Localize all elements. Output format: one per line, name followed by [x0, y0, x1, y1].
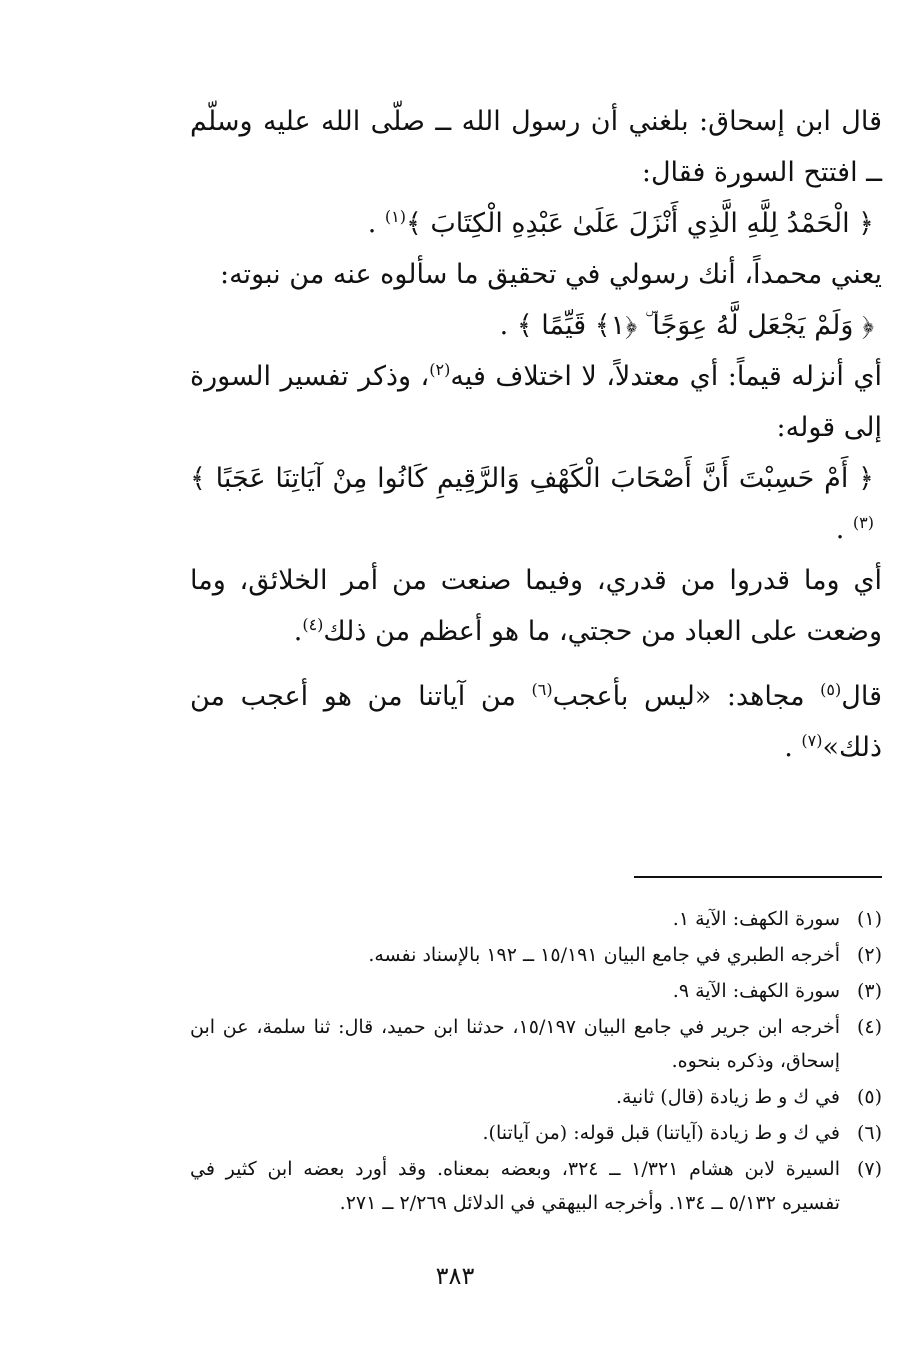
verse-text: ﴿ وَلَمْ يَجْعَل لَّهُ عِوَجًا ۜ ﴿١﴾ قَيِّمًا ﴾ — [516, 310, 874, 341]
footnote-ref-3[interactable]: (٣) — [852, 513, 874, 532]
footnote-text: سورة الكهف: الآية ١. — [672, 908, 840, 930]
footnote-ref-2[interactable]: (٢) — [429, 360, 451, 379]
footnote-number: (٣) — [856, 980, 882, 1002]
footnote-ref-7[interactable]: (٧) — [801, 731, 823, 750]
footnote-ref-1[interactable]: (١) — [384, 207, 406, 226]
footnote-item — [190, 902, 882, 936]
paragraph-meaning: يعني محمداً، أنك رسولي في تحقيق ما سألوه عنه من نبوته: — [219, 259, 882, 290]
footnote-item — [190, 1116, 882, 1150]
footnote-text: السيرة لابن هشام ١/٣٢١ ــ ٣٢٤، وبعضه بمعناه. وقد أورد بعضه ابن كثير في تفسيره ٥/١٣٢ ــ ١٣٤. وأخرجه البيهقي في الدلائل ٢/٢٦٩ ــ ٢٧١. — [190, 1158, 840, 1214]
footnote-number: (٦) — [856, 1122, 882, 1144]
quran-verse-1: ﴿ الْحَمْدُ لِلَّهِ الَّذِي أَنْزَلَ عَلَىٰ عَبْدِهِ الْكِتَابَ ﴾$^{(١)}$ . — [367, 207, 874, 239]
quran-verse-3: ﴿ أَمْ حَسِبْتَ أَنَّ أَصْحَابَ الْكَهْفِ وَالرَّقِيمِ كَانُوا مِنْ آيَاتِنَا عَجَبًا ﴾$^{(٣)}$ . — [190, 463, 874, 545]
footnote-item — [190, 1080, 882, 1114]
footnotes — [190, 902, 882, 1222]
page-number: ٣٨٣ — [435, 1262, 475, 1290]
footnote-ref-6[interactable]: (٦) — [531, 680, 553, 699]
footnote-number: (٤) — [856, 1016, 882, 1038]
footnote-number: (٢) — [856, 944, 882, 966]
footnote-item — [190, 1152, 882, 1220]
footnote-text: أخرجه الطبري في جامع البيان ١٥/١٩١ ــ ١٩٢ بالإسناد نفسه. — [368, 944, 840, 966]
paragraph-mujahid: قال$^{(٥)}$ مجاهد: «ليس بأعجب$^{(٦)}$ من آياتنا من هو أعجب من ذلك»$^{(٧)}$ . — [190, 680, 882, 763]
footnote-ref-5[interactable]: (٥) — [820, 680, 842, 699]
verse-text: ﴿ الْحَمْدُ لِلَّهِ الَّذِي أَنْزَلَ عَلَىٰ عَبْدِهِ الْكِتَابَ ﴾ — [405, 208, 874, 239]
footnote-item — [190, 938, 882, 972]
footnote-ref-4[interactable]: (٤) — [302, 615, 324, 634]
footnote-item — [190, 974, 882, 1008]
footnote-text: أخرجه ابن جرير في جامع البيان ١٥/١٩٧، حدثنا ابن حميد، قال: ثنا سلمة، عن ابن إسحاق، وذكره بنحوه. — [190, 1016, 841, 1072]
verse-text: ﴿ أَمْ حَسِبْتَ أَنَّ أَصْحَابَ الْكَهْفِ وَالرَّقِيمِ كَانُوا مِنْ آيَاتِنَا عَجَبًا ﴾ — [190, 463, 874, 494]
footnote-number: (٧) — [856, 1158, 882, 1180]
footnote-text: في ك و ط زيادة (آياتنا) قبل قوله: (من آياتنا). — [482, 1122, 840, 1144]
footnote-item — [190, 1010, 882, 1078]
footnote-number: (٥) — [856, 1086, 882, 1108]
paragraph-qayyima: أي أنزله قيماً: أي معتدلاً، لا اختلاف فيه$^{(٢)}$، وذكر تفسير السورة إلى قوله: — [190, 360, 882, 443]
quran-verse-2: ﴿ وَلَمْ يَجْعَل لَّهُ عِوَجًا ۜ ﴿١﴾ قَيِّمًا ﴾ . — [499, 310, 874, 341]
footnote-text: في ك و ط زيادة (قال) ثانية. — [615, 1086, 840, 1108]
paragraph-ibn-ishaq: قال ابن إسحاق: بلغني أن رسول الله ــ صلّى الله عليه وسلّم ــ افتتح السورة فقال: — [190, 106, 882, 188]
main-text — [190, 96, 882, 773]
footnote-number: (١) — [856, 908, 882, 930]
footnote-text: سورة الكهف: الآية ٩. — [672, 980, 840, 1002]
footnote-divider — [634, 876, 882, 878]
paragraph-qadri: أي وما قدروا من قدري، وفيما صنعت من أمر الخلائق، وما وضعت على العباد من حجتي، ما هو أعظم من ذلك$^{(٤)}$. — [190, 565, 882, 647]
